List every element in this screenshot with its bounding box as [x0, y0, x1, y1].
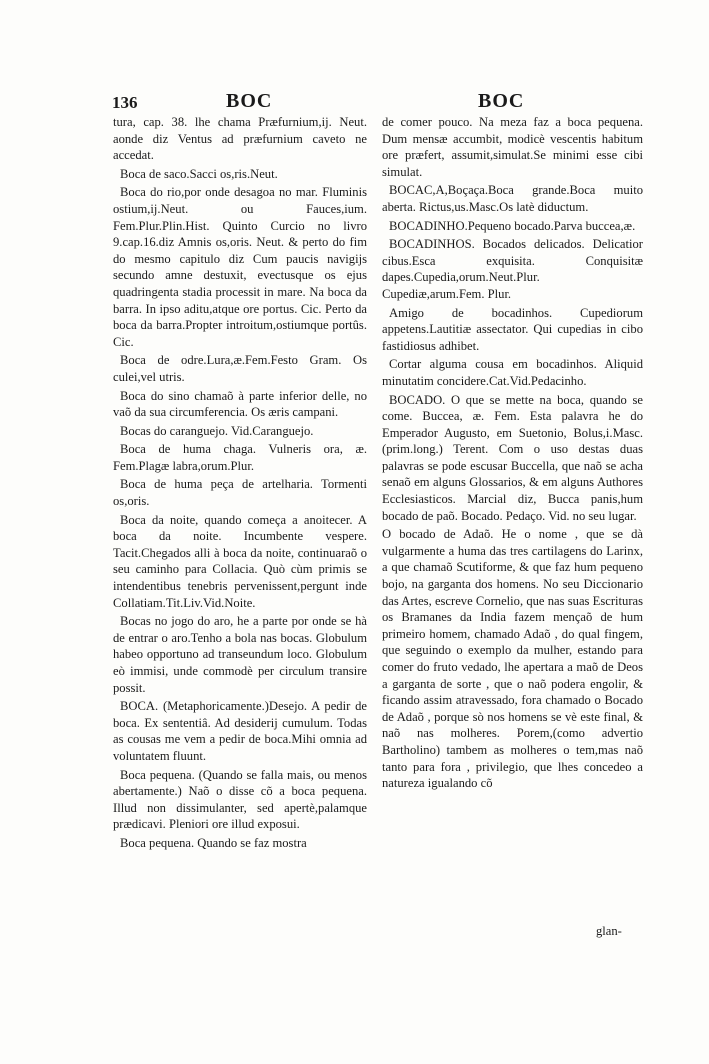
entry-paragraph: BOCAC,A,Boçaça.Boca grande.Boca muito aberta. Rictus,us.Masc.Os latè diductum.: [382, 183, 643, 214]
entry-paragraph: Bocas do caranguejo. Vid.Caranguejo.: [120, 423, 314, 438]
page-number: 136: [112, 93, 138, 112]
entry-paragraph: Amigo de bocadinhos. Cupediorum appetens.Lautitiæ assectator. Qui cupedias in cibo fastidiosus adhibet.: [382, 305, 643, 353]
entry-paragraph: Boca do rio,por onde desagoa no mar. Fluminis ostium,ij.Neut. ou Fauces,ium. Fem.Plur.Plin.Hist. Quinto Curcio no livro 9.cap.16.diz Amnis os,oris. Neut. & perto do fim do mesmo capitulo diz Cum paucis navigijs secundo amne destuxit, evectusque os ejus quadringenta stadia processit in mare. Na boca da barra. In ipso aditu,atque ore portus. Cic. Perto da boca da barra.Propter introitum,ostiumque portûs. Cic.: [113, 185, 367, 349]
right-running-head: BOC: [478, 90, 525, 112]
left-column: [113, 114, 367, 854]
right-column: [382, 114, 643, 794]
entry-paragraph: Boca pequena. (Quando se falla mais, ou menos abertamente.) Naõ o disse cõ a boca pequena. Illud non dissimulanter, sed apertè,palamque prædicavi. Pleniori ore illud exposui.: [113, 767, 367, 832]
left-running-head: BOC: [226, 90, 273, 112]
entry-paragraph: Bocas no jogo do aro, he a parte por onde se hà de entrar o aro.Tenho a bola nas bocas. Globulum habeo opportuno ad transeundum loco. Globulum eò immisi, unde commodè per circulum transire possit.: [113, 614, 367, 695]
entry-paragraph: Cortar alguma cousa em bocadinhos. Aliquid minutatim concidere.Cat.Vid.Pedacinho.: [382, 357, 643, 388]
entry-paragraph: BOCADO. O que se mette na boca, quando se come. Buccea, æ. Fem. Esta palavra he do Emperador Augusto, em Suetonio, Bolus,i.Masc.(prim.long.) Terent. Com o uso destas duas palavras se pode escusar Buccella, que naõ se acha senaõ em alguns Glossarios, & em alguns Authores Ecclesiasticos. Marcial diz, Bucca panis,hum bocado de paõ. Bocado. Pedaço. Vid. no seu lugar.: [382, 392, 643, 523]
entry-paragraph: Boca de huma peça de artelharia. Tormenti os,oris.: [113, 477, 367, 509]
entry-paragraph: Boca de odre.Lura,æ.Fem.Festo Gram. Os culei,vel utris.: [113, 353, 367, 384]
entry-paragraph: BOCADINHO.Pequeno bocado.Parva buccea,æ.: [389, 218, 636, 233]
entry-paragraph: Boca de huma chaga. Vulneris ora, æ. Fem.Plagæ labra,orum.Plur.: [113, 442, 367, 473]
entry-paragraph: Boca do sino chamaõ à parte inferior delle, no vaõ da sua circumferencia. Os æris campani.: [113, 388, 367, 420]
entry-paragraph: tura, cap. 38. lhe chama Præfurnium,ij. Neut. aonde diz Ventus ad præfurnium caveto ne accedat.: [113, 115, 367, 163]
entry-paragraph: O bocado de Adaõ. He o nome , que se dà vulgarmente a huma das tres cartilagens do Larinx, a que chamaõ Scutiforme, & que faz hum pequeno bojo, na garganta dos homens. No seu Diccionario das Artes, escreve Cornelio, que nas suas Escrituras os Bramanes da India fazem mençaõ de hum primeiro homem, chamado Adaõ , do qual fingem, que seguindo o exemplo da mulher, estando para comer do fruto vedado, lhe apertara a maõ de Deos a garganta de sorte , que o naõ podera engolir, & ficando assim atravessado, fora chamado o Bocado de Adaõ , porque sò nos homens se vè este final, & naõ nas molheres. Porem,(como advertio Bartholino) tambem as molheres o tem,mas naõ tanto para fora , privilegio, que lhes concedeo a natureza igualando cõ: [382, 527, 643, 791]
catchword: glan-: [596, 924, 622, 938]
entry-paragraph: de comer pouco. Na meza faz a boca pequena. Dum mensæ accumbit, modicè vescentis habitum ore præfert, assumit,simulat.Se minimi esse cibi simulat.: [382, 115, 643, 179]
entry-paragraph: Boca pequena. Quando se faz mostra: [120, 835, 307, 850]
entry-paragraph: BOCADINHOS. Bocados delicados. Delicatior cibus.Esca exquisita. Conquisitæ dapes.Cupedia,orum.Neut.Plur. Cupediæ,arum.Fem. Plur.: [382, 237, 643, 301]
entry-paragraph: Boca de saco.Sacci os,ris.Neut.: [120, 166, 278, 181]
entry-paragraph: Boca da noite, quando começa a anoitecer. A boca da noite. Incumbente vespere. Tacit.Chegados alli à boca da noite, continuaraõ o seu caminho para Collacia. Quò cùm primis se intendentibus tenebris pervenissent,pergunt inde Collatiam.Tit.Liv.Vid.Noite.: [113, 512, 367, 610]
entry-paragraph: BOCA. (Metaphoricamente.)Desejo. A pedir de boca. Ex sententiâ. Ad desiderij cumulum. Todas as cousas me vem a pedir de boca.Mihi omnia ad voluntatem fluunt.: [113, 699, 367, 763]
